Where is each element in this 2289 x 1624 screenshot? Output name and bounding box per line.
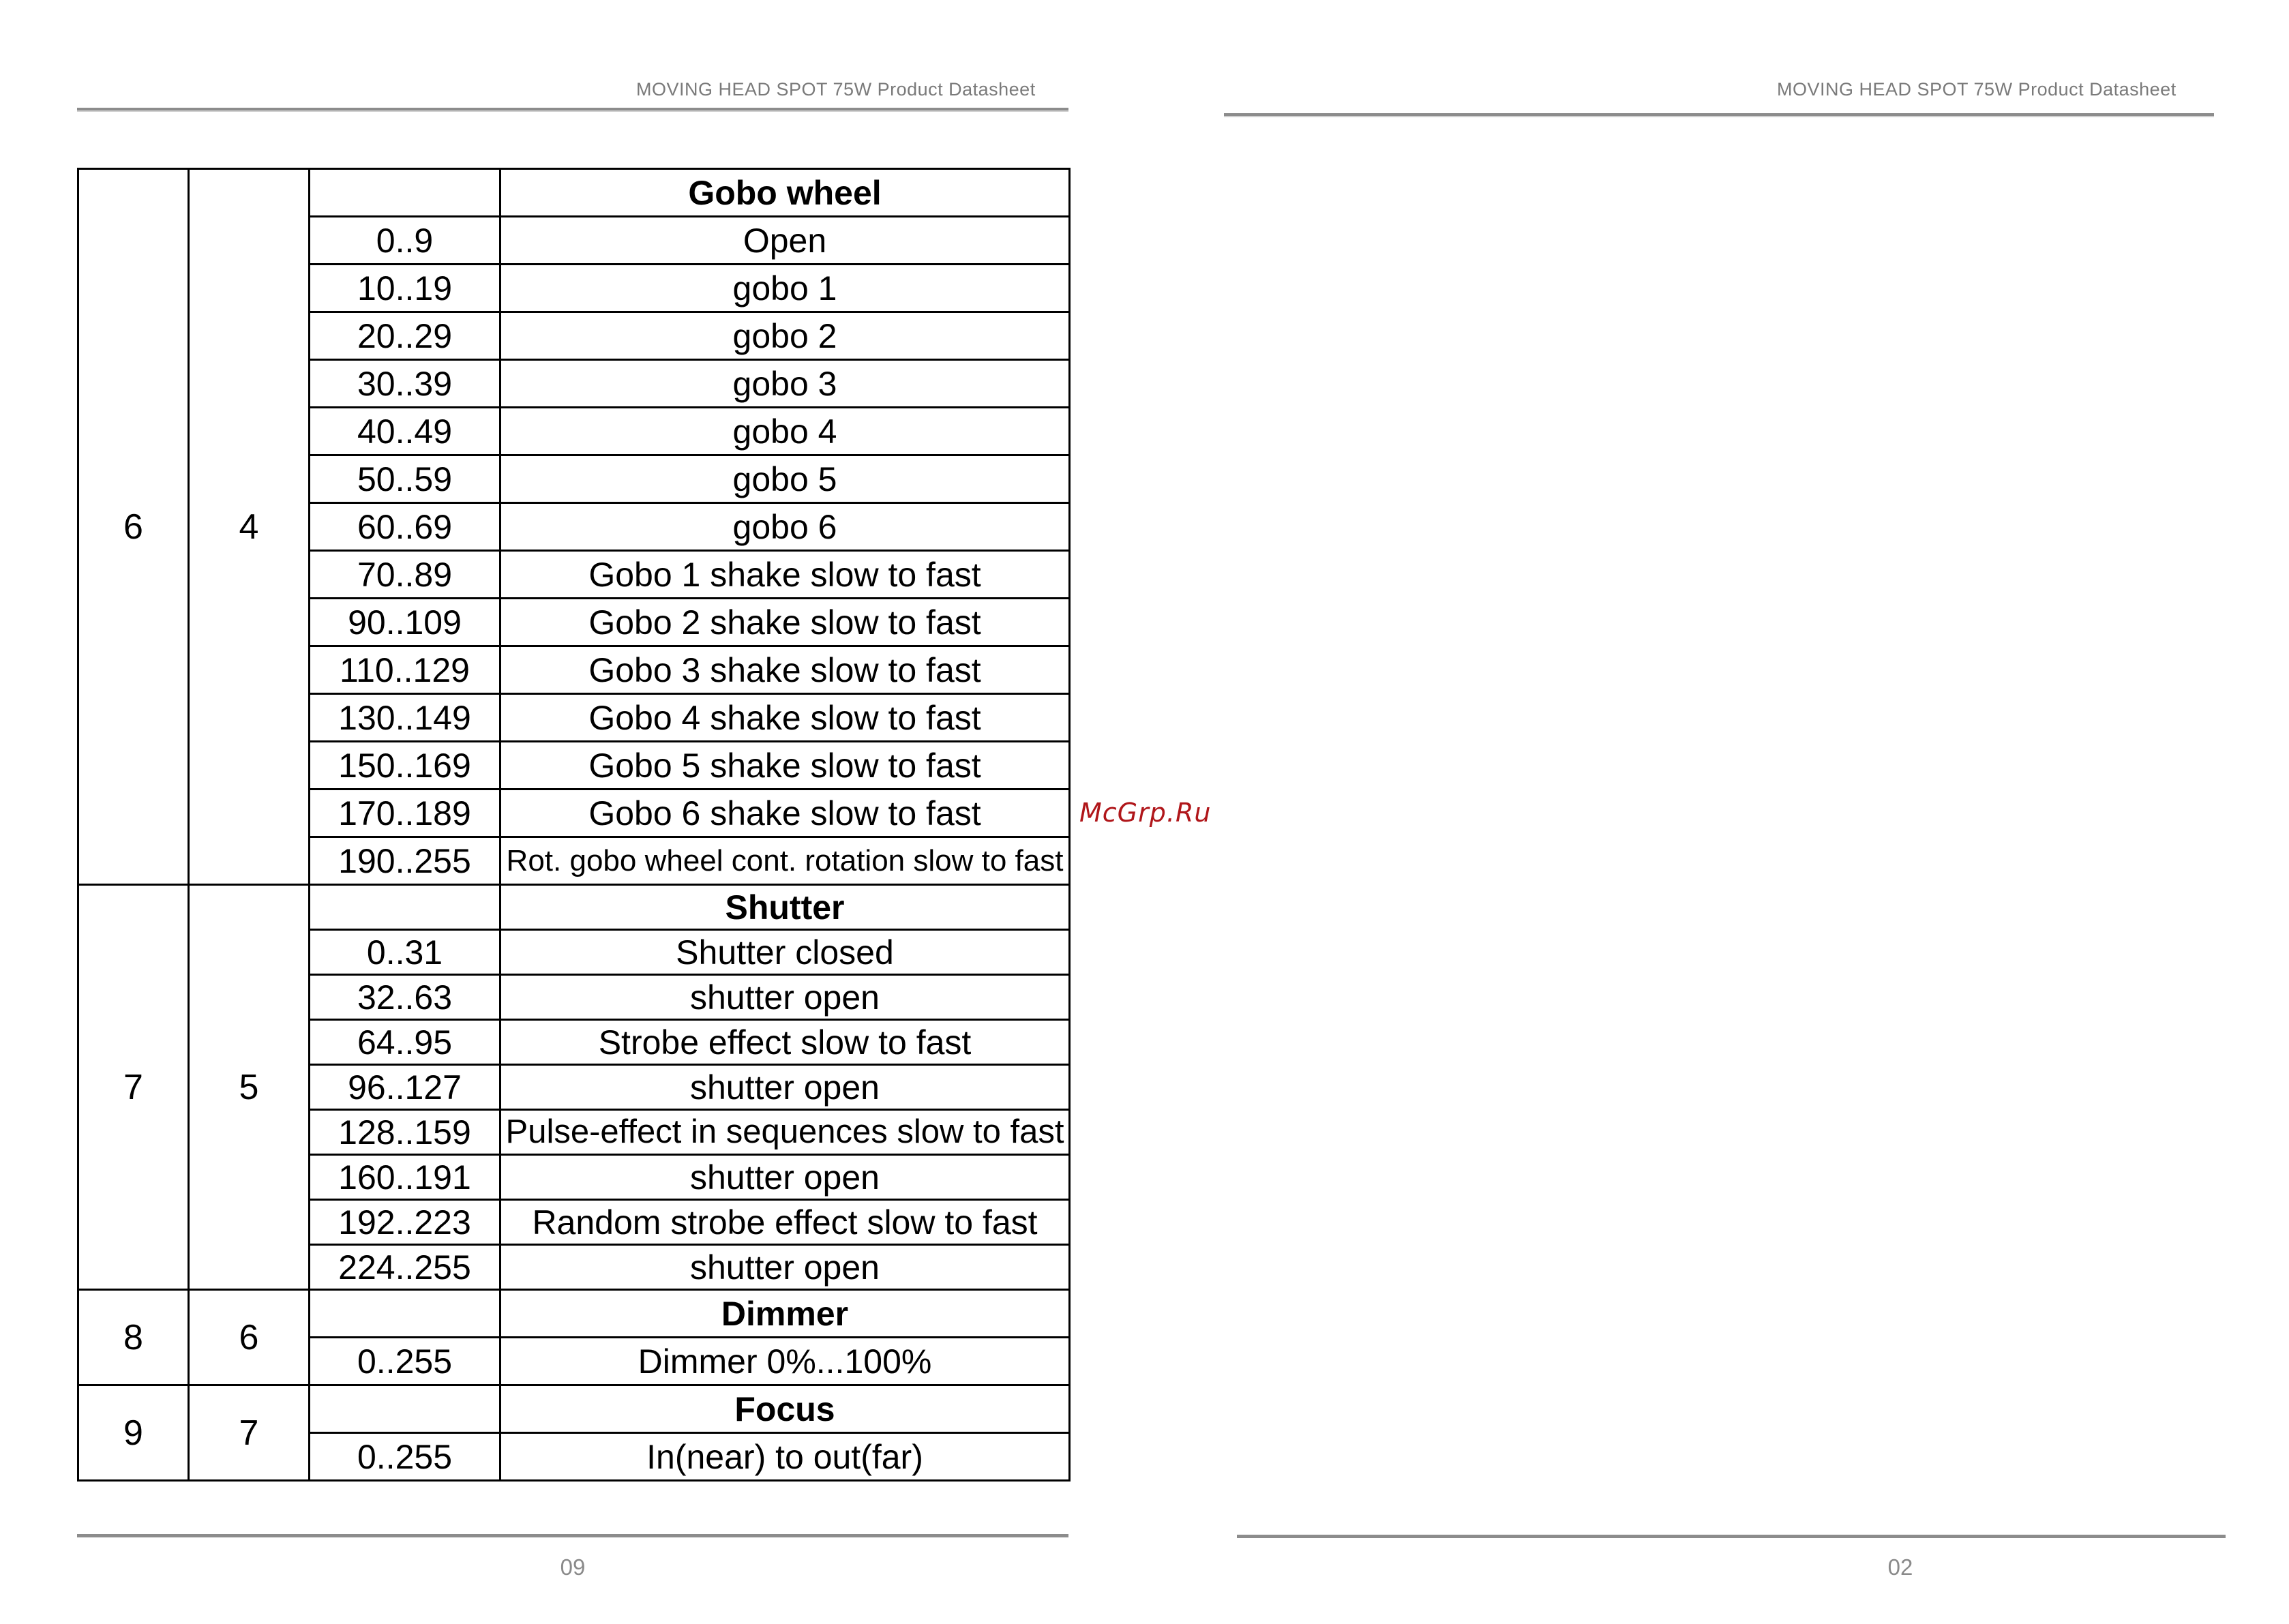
- value-range-cell: 110..129: [310, 646, 500, 694]
- channel-number-cell: 7: [78, 885, 189, 1290]
- channel-alt-number-cell: 7: [189, 1385, 310, 1481]
- value-range-cell: 170..189: [310, 790, 500, 837]
- value-range-cell: 20..29: [310, 312, 500, 360]
- value-range-cell: 0..9: [310, 217, 500, 265]
- left-header-title: MOVING HEAD SPOT 75W Product Datasheet: [636, 79, 1036, 100]
- function-cell: Gobo 6 shake slow to fast: [500, 790, 1070, 837]
- range-cell-empty: [310, 1290, 500, 1338]
- function-cell: Dimmer 0%...100%: [500, 1338, 1070, 1385]
- value-range-cell: 0..255: [310, 1338, 500, 1385]
- value-range-cell: 130..149: [310, 694, 500, 742]
- function-cell: Gobo 1 shake slow to fast: [500, 551, 1070, 599]
- function-cell: gobo 3: [500, 360, 1070, 408]
- watermark-text: McGrp.Ru: [1079, 798, 1212, 828]
- value-range-cell: 10..19: [310, 265, 500, 312]
- function-cell: shutter open: [500, 1155, 1070, 1200]
- value-range-cell: 224..255: [310, 1245, 500, 1290]
- function-cell: shutter open: [500, 1245, 1070, 1290]
- group-title-cell: Focus: [500, 1385, 1070, 1433]
- function-cell: shutter open: [500, 1065, 1070, 1110]
- function-cell: Gobo 4 shake slow to fast: [500, 694, 1070, 742]
- channel-number-cell: 9: [78, 1385, 189, 1481]
- function-cell: Gobo 2 shake slow to fast: [500, 599, 1070, 646]
- function-cell: gobo 5: [500, 455, 1070, 503]
- value-range-cell: 40..49: [310, 408, 500, 455]
- value-range-cell: 32..63: [310, 975, 500, 1020]
- value-range-cell: 50..59: [310, 455, 500, 503]
- value-range-cell: 30..39: [310, 360, 500, 408]
- right-header-title: MOVING HEAD SPOT 75W Product Datasheet: [1777, 79, 2176, 100]
- function-cell: Rot. gobo wheel cont. rotation slow to fast: [500, 837, 1070, 885]
- value-range-cell: 190..255: [310, 837, 500, 885]
- group-title-cell: Shutter: [500, 885, 1070, 930]
- right-header-rule: [1224, 113, 2214, 117]
- channel-number-cell: 6: [78, 169, 189, 885]
- value-range-cell: 64..95: [310, 1020, 500, 1065]
- range-cell-empty: [310, 169, 500, 217]
- function-cell: gobo 4: [500, 408, 1070, 455]
- table-row: [78, 1290, 1070, 1338]
- left-header-rule: [77, 108, 1068, 112]
- channel-alt-number-cell: 5: [189, 885, 310, 1290]
- value-range-cell: 128..159: [310, 1110, 500, 1155]
- function-cell: In(near) to out(far): [500, 1433, 1070, 1481]
- right-footer-rule: [1237, 1535, 2226, 1538]
- table-row: [78, 169, 1070, 217]
- group-title-cell: Gobo wheel: [500, 169, 1070, 217]
- function-cell: gobo 6: [500, 503, 1070, 551]
- table-row: [78, 885, 1070, 930]
- value-range-cell: 0..31: [310, 930, 500, 975]
- dmx-channel-table: [77, 168, 1071, 1482]
- table-row: [78, 1385, 1070, 1433]
- function-cell: shutter open: [500, 975, 1070, 1020]
- value-range-cell: 192..223: [310, 1200, 500, 1245]
- channel-number-cell: 8: [78, 1290, 189, 1385]
- dmx-table-body: [78, 169, 1070, 1481]
- value-range-cell: 150..169: [310, 742, 500, 790]
- channel-alt-number-cell: 4: [189, 169, 310, 885]
- value-range-cell: 160..191: [310, 1155, 500, 1200]
- value-range-cell: 90..109: [310, 599, 500, 646]
- function-cell: Shutter closed: [500, 930, 1070, 975]
- function-cell: Strobe effect slow to fast: [500, 1020, 1070, 1065]
- range-cell-empty: [310, 1385, 500, 1433]
- function-cell: Gobo 5 shake slow to fast: [500, 742, 1070, 790]
- value-range-cell: 70..89: [310, 551, 500, 599]
- left-footer-rule: [77, 1534, 1068, 1537]
- function-cell: Random strobe effect slow to fast: [500, 1200, 1070, 1245]
- channel-alt-number-cell: 6: [189, 1290, 310, 1385]
- function-cell: Open: [500, 217, 1070, 265]
- value-range-cell: 60..69: [310, 503, 500, 551]
- group-title-cell: Dimmer: [500, 1290, 1070, 1338]
- value-range-cell: 0..255: [310, 1433, 500, 1481]
- right-page: [1146, 0, 2289, 1624]
- function-cell: gobo 2: [500, 312, 1070, 360]
- right-page-number: 02: [1887, 1554, 1913, 1580]
- value-range-cell: 96..127: [310, 1065, 500, 1110]
- function-cell: gobo 1: [500, 265, 1070, 312]
- function-cell: Pulse-effect in sequences slow to fast: [500, 1110, 1070, 1155]
- function-cell: Gobo 3 shake slow to fast: [500, 646, 1070, 694]
- range-cell-empty: [310, 885, 500, 930]
- left-page-number: 09: [560, 1554, 586, 1580]
